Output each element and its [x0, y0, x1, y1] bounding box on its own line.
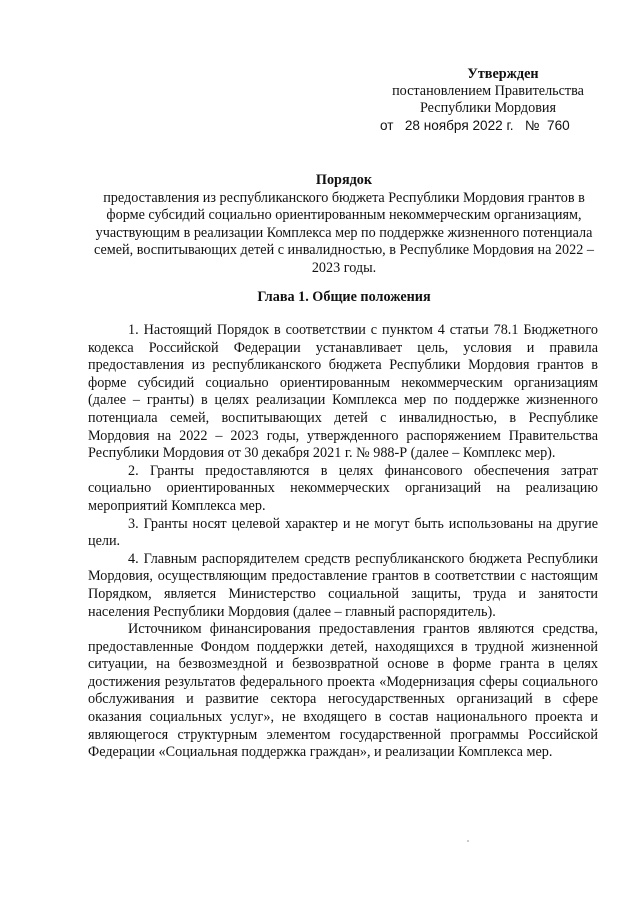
approval-line-2: Республики Мордовия [419, 100, 557, 116]
approval-date-line: от 28 ноября 2022 г. № 760 [380, 118, 570, 133]
paragraph: 3. Гранты носят целевой характер и не могут быть использованы на другие цели. [88, 515, 598, 550]
paragraph: 1. Настоящий Порядок в соответствии с пунктом 4 статьи 78.1 Бюджетного кодекса Российской Федерации устанавливает цель, условия и правила предоставления из республиканского бюджета Республики Мордовия грантов в форме субсидий социально ориентированным некоммерческим организациям (далее – гранты) в целях реализации Комплекса мер по поддержке жизненного потенциала семей, воспитывающих детей с инвалидностью, в Республике Мордовия на 2022 – 2023 годы, утвержденного распоряжением Правительства Республики Мордовия от 30 декабря 2021 г. № 988-Р (далее – Комплекс мер). [88, 322, 598, 462]
title-block [88, 172, 600, 277]
document-title: Порядок [315, 172, 373, 188]
paragraph: 2. Гранты предоставляются в целях финансового обеспечения затрат социально ориентированных некоммерческих организаций на реализацию мероприятий Комплекса мер. [88, 462, 598, 514]
approval-heading: Утвержден [467, 66, 539, 82]
approval-stamp [368, 66, 608, 134]
paragraph: Источником финансирования предоставления грантов являются средства, предоставленные Фондом поддержки детей, находящихся в трудной жизненной ситуации, на безвозмездной и безвозвратной основе в форме гранта в целях достижения результатов федерального проекта «Модернизация сферы социального обслуживания и развитие сектора негосударственных организаций в сфере оказания социальных услуг», не входящего в состав национального проекта и являющегося структурным элементом государственной программы Российской Федерации «Социальная поддержка граждан», и реализации Комплекса мер. [88, 621, 598, 761]
scan-speck [467, 840, 469, 842]
chapter-heading: Глава 1. Общие положения [257, 289, 431, 305]
document-body [88, 322, 598, 762]
document-subtitle: предоставления из республиканского бюджета Республики Мордовия грантов в форме субсидий социально ориентированным некоммерческим организациям, участвующим в реализации Комплекса мер по поддержке жизненного потенциала семей, воспитывающих детей с инвалидностью, в Республике Мордовия на 2022 – 2023 годы. [94, 189, 594, 276]
approval-line-1: постановлением Правительства [392, 83, 584, 99]
paragraph: 4. Главным распорядителем средств республиканского бюджета Республики Мордовия, осуществляющим предоставление грантов в соответствии с настоящим Порядком, является Министерство социальной защиты, труда и занятости населения Республики Мордовия (далее – главный распорядитель). [88, 550, 598, 620]
